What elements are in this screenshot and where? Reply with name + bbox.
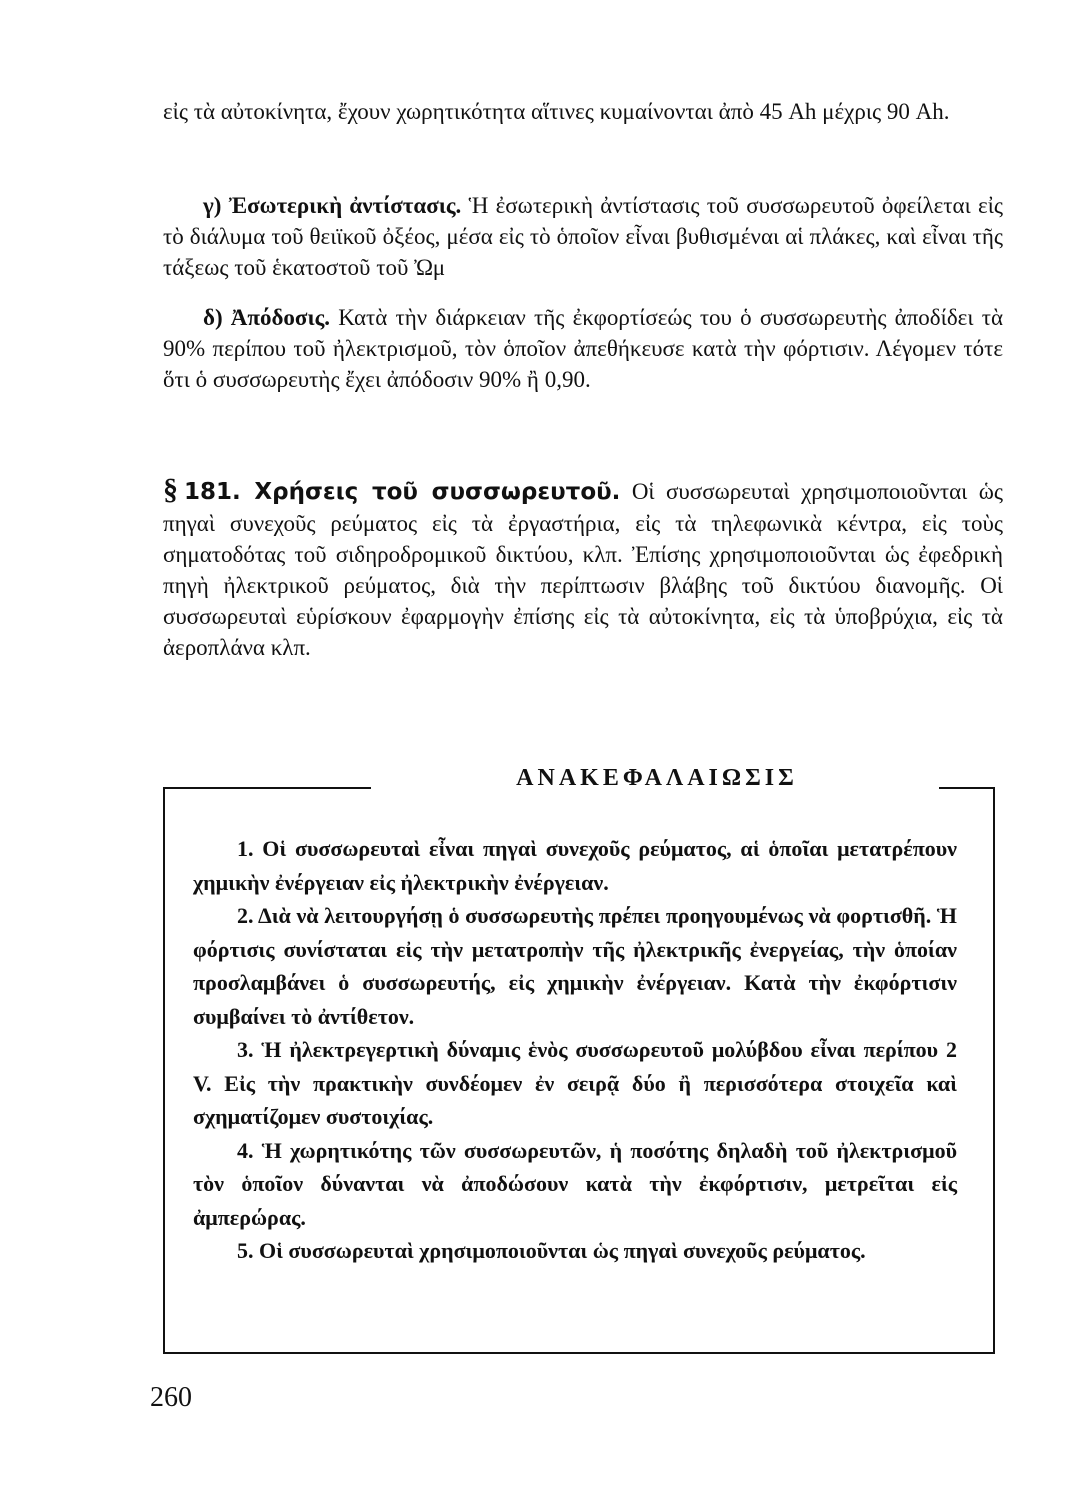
summary-item: 2. Διὰ νὰ λειτουργήσῃ ὁ συσσωρευτὴς πρέπει προηγουμένως νὰ φορτισθῆ. Ἡ φόρτισις συνίσταται εἰς τὴν μετατροπὴν τῆς ἠλεκτρικῆς ἐνεργείας, τὴν ὁποίαν προσλαμβάνει ὁ συσσωρευτής, εἰς χημικὴν ἐνέργειαν. Κατὰ τὴν ἐκφόρτισιν συμβαίνει τὸ ἀντίθετον. <box>193 903 957 1029</box>
summary-item: 5. Οἱ συσσωρευταὶ χρησιμοποιοῦνται ὡς πηγαὶ συνεχοῦς ρεύματος. <box>237 1238 866 1263</box>
paragraph-internal-resistance <box>163 190 1003 283</box>
page-number: 260 <box>150 1382 192 1413</box>
section-sign: § <box>163 473 178 506</box>
section-181 <box>163 474 1003 663</box>
summary-title: ΑΝΑΚΕΦΑΛΑΙΩΣΙΣ <box>516 765 798 791</box>
summary-item: 1. Οἱ συσσωρευταὶ εἶναι πηγαὶ συνεχοῦς ρεύματος, αἱ ὁποῖαι μετατρέπουν χημικὴν ἐνέργειαν εἰς ἠλεκτρικὴν ἐνέργειαν. <box>193 836 957 895</box>
paragraph-efficiency <box>163 302 1003 395</box>
paragraph-text: Κατὰ τὴν διάρκειαν τῆς ἐκφορτίσεώς του ὁ συσσωρευτὴς ἀποδίδει τὰ 90% περίπου τοῦ ἠλεκτρισμοῦ, τὸν ὁποῖον ἀπεθήκευσε κατὰ τὴν φόρτισιν. Λέγομεν τότε ὅτι ὁ συσσωρευτὴς ἔχει ἀπόδοσιν 90% ἢ 0,90. <box>163 305 1004 392</box>
section-text: Οἱ συσσωρευταὶ χρησιμοποιοῦνται ὡς πηγαὶ συνεχοῦς ρεύματος εἰς τὰ ἐργαστήρια, εἰς τὰ τηλεφωνικὰ κέντρα, εἰς τοὺς σηματοδότας τοῦ σιδηροδρομικοῦ δικτύου, κλπ. Ἐπίσης χρησιμοποιοῦνται ὡς ἐφεδρικὴ πηγὴ ἠλεκτρικοῦ ρεύματος, διὰ τὴν περίπτωσιν βλάβης τοῦ δικτύου διανομῆς. Οἱ συσσωρευταὶ εὑρίσκουν ἐφαρμογὴν ἐπίσης εἰς τὰ αὐτοκίνητα, εἰς τὰ ὑποβρύχια, εἰς τὰ ἀεροπλάνα κλπ. <box>163 479 1003 660</box>
summary-box <box>163 788 995 1354</box>
paragraph-body <box>163 302 1003 395</box>
paragraph-text: Ἡ ἐσωτερικὴ ἀντίστασις τοῦ συσσωρευτοῦ ὀφείλεται εἰς τὸ διάλυμα τοῦ θειϊκοῦ ὀξέος, μέσα εἰς τὸ ὁποῖον εἶναι βυθισμέναι αἱ πλάκες, καὶ εἶναι τῆς τάξεως τοῦ ἑκατοστοῦ τοῦ Ὠμ <box>163 193 1003 280</box>
paragraph-body <box>163 190 1003 283</box>
section-title: 181. Χρήσεις τοῦ συσσωρευτοῦ. <box>184 479 621 505</box>
paragraph-capacity-continuation <box>163 96 1003 127</box>
summary-list <box>193 832 957 1268</box>
summary-item: 4. Ἡ χωρητικότης τῶν συσσωρευτῶν, ἡ ποσότης δηλαδὴ τοῦ ἠλεκτρισμοῦ τὸν ὁποῖον δύνανται νὰ ἀποδώσουν κατὰ τὴν ἐκφόρτισιν, μετρεῖται εἰς ἀμπερώρας. <box>193 1137 957 1230</box>
paragraph-label: γ) Ἐσωτερικὴ ἀντίστασις. <box>203 193 462 218</box>
section-body <box>163 474 1003 663</box>
paragraph-text: εἰς τὰ αὐτοκίνητα, ἔχουν χωρητικότητα αἵτινες κυμαίνονται ἀπὸ 45 Ah μέχρις 90 Ah. <box>163 99 950 124</box>
summary-item: 3. Ἡ ἠλεκτρεγερτικὴ δύναμις ἑνὸς συσσωρευτοῦ μολύβδου εἶναι περίπου 2 V. Εἰς τὴν πρακτικὴν συνδέομεν ἐν σειρᾷ δύο ἢ περισσότερα στοιχεῖα καὶ σχηματίζομεν συστοιχίας. <box>193 1037 957 1129</box>
paragraph-label: δ) Ἀπόδοσις. <box>203 305 331 330</box>
